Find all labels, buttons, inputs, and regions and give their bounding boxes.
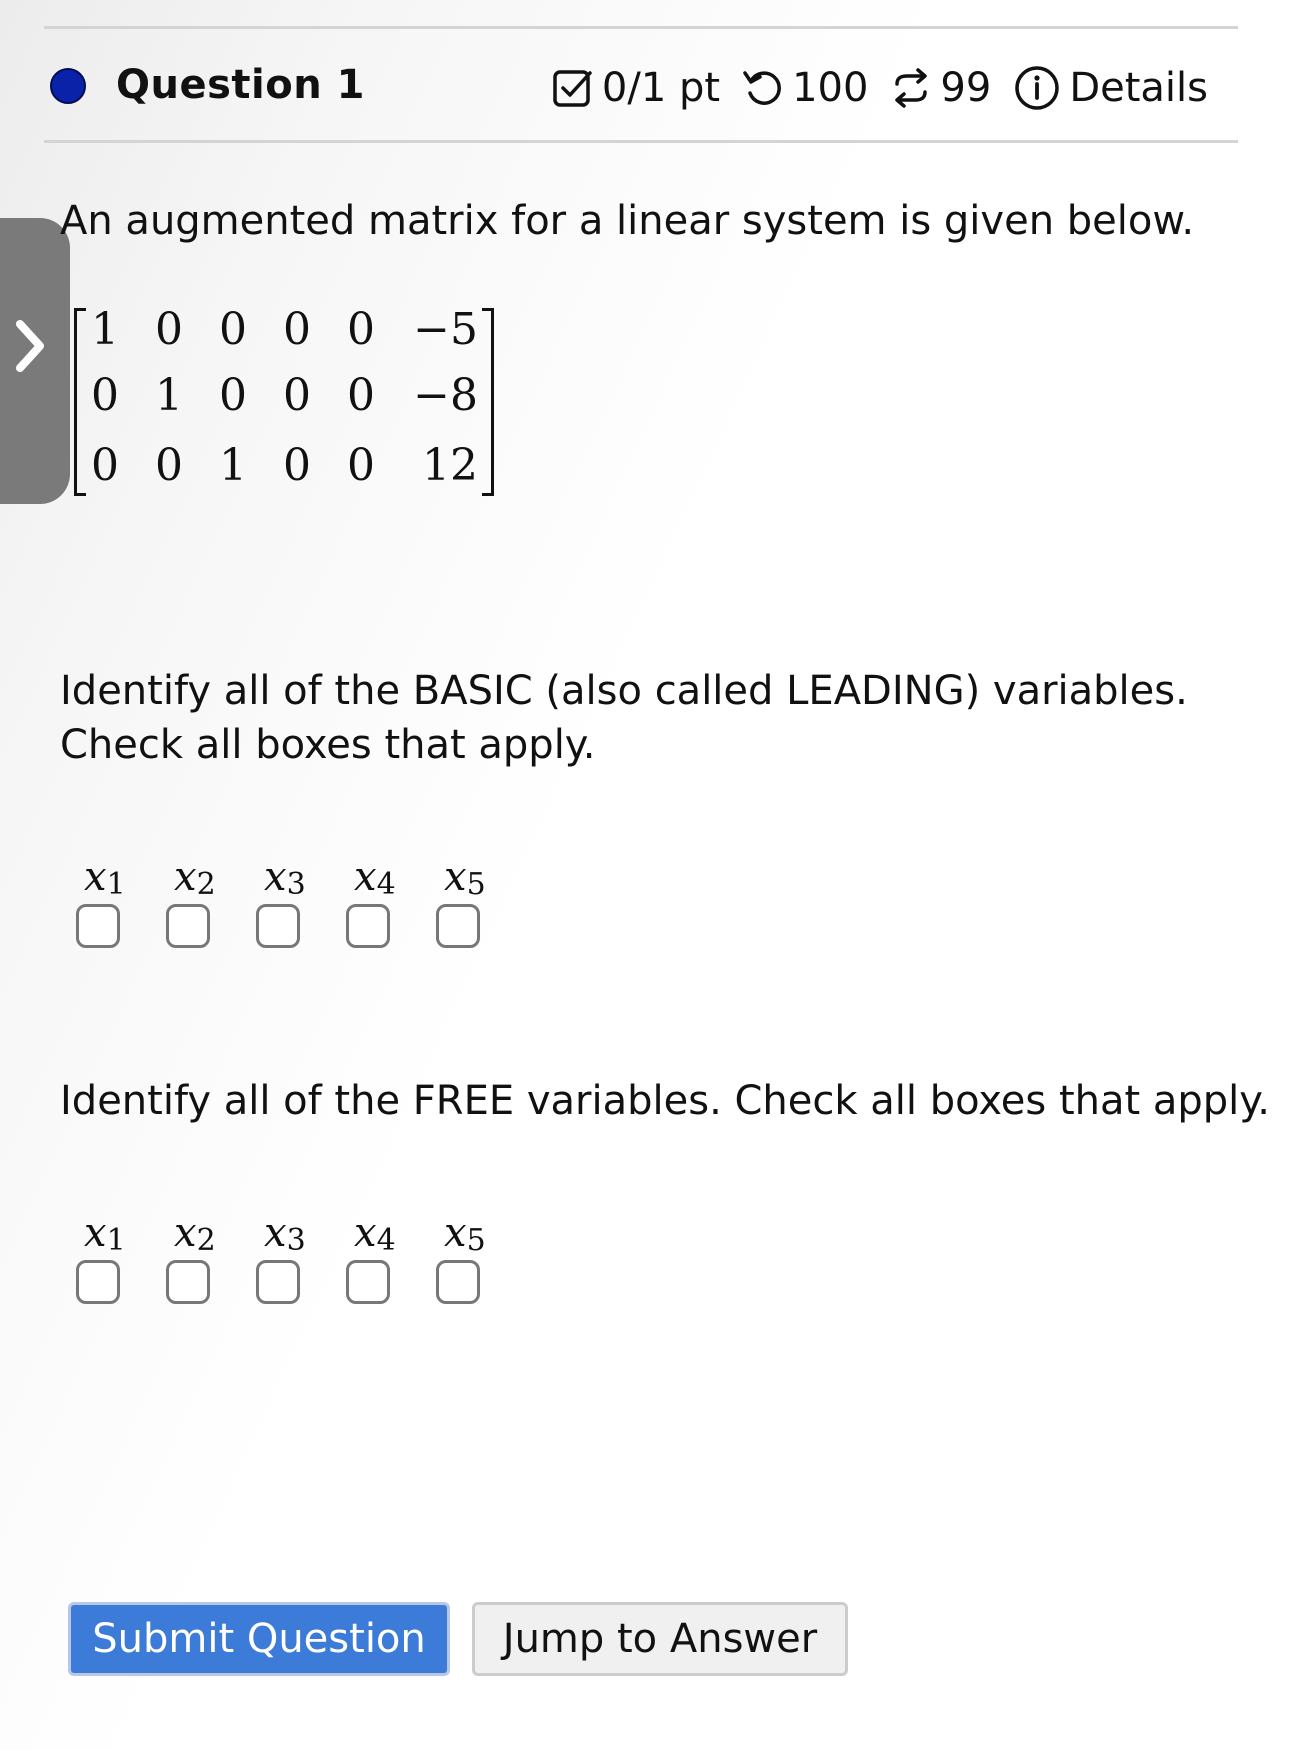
variable-label: $x_5$ <box>444 1210 486 1258</box>
free-checkbox-x3[interactable] <box>256 1260 300 1304</box>
matrix-cell: −8 <box>413 370 478 421</box>
matrix-cell: 0 <box>219 304 247 355</box>
basic-prompt-line1: Identify all of the BASIC (also called LEADING) variables. <box>60 668 1188 714</box>
variable-label: $x_4$ <box>354 854 396 902</box>
chevron-right-icon <box>14 318 48 374</box>
matrix-cell: 0 <box>283 440 311 491</box>
basic-option-x4 <box>340 854 430 950</box>
basic-prompt <box>60 664 1188 772</box>
basic-prompt-line2: Check all boxes that apply. <box>60 722 596 768</box>
question-meta <box>552 64 1208 112</box>
matrix-cell: 1 <box>219 440 247 491</box>
variable-label: $x_5$ <box>444 854 486 902</box>
matrix-cell: 0 <box>91 370 119 421</box>
free-option-x1 <box>70 1210 160 1306</box>
basic-option-x3 <box>250 854 340 950</box>
variable-label: $x_4$ <box>354 1210 396 1258</box>
free-option-x2 <box>160 1210 250 1306</box>
side-drawer-toggle[interactable] <box>0 218 70 504</box>
variable-label: $x_3$ <box>264 1210 306 1258</box>
free-prompt: Identify all of the FREE variables. Check all boxes that apply. <box>60 1078 1270 1124</box>
question-intro: An augmented matrix for a linear system is given below. <box>60 198 1195 244</box>
free-variables-group <box>70 1210 520 1306</box>
matrix-cell: 12 <box>422 440 478 491</box>
variable-label: $x_1$ <box>84 1210 126 1258</box>
matrix-right-bracket <box>482 308 494 496</box>
free-checkbox-x2[interactable] <box>166 1260 210 1304</box>
matrix-cell: 0 <box>155 304 183 355</box>
variable-label: $x_3$ <box>264 854 306 902</box>
header-divider <box>44 140 1238 143</box>
question-title: Question 1 <box>116 62 365 108</box>
variable-label: $x_2$ <box>174 1210 216 1258</box>
matrix-cell: 0 <box>347 440 375 491</box>
matrix-cell: 0 <box>91 440 119 491</box>
free-option-x3 <box>250 1210 340 1306</box>
basic-checkbox-x5[interactable] <box>436 904 480 948</box>
matrix-cell: 0 <box>283 304 311 355</box>
basic-checkbox-x3[interactable] <box>256 904 300 948</box>
matrix-cell: 1 <box>91 304 119 355</box>
details-link[interactable] <box>1013 64 1208 112</box>
matrix-cell: 0 <box>347 370 375 421</box>
question-header <box>44 40 1238 140</box>
variable-label: $x_1$ <box>84 854 126 902</box>
free-option-x4 <box>340 1210 430 1306</box>
jump-to-answer-button[interactable]: Jump to Answer <box>472 1602 848 1676</box>
variable-label: $x_2$ <box>174 854 216 902</box>
matrix-cell: 0 <box>219 370 247 421</box>
matrix-cell: 0 <box>283 370 311 421</box>
basic-option-x1 <box>70 854 160 950</box>
basic-checkbox-x1[interactable] <box>76 904 120 948</box>
submit-question-button[interactable]: Submit Question <box>68 1602 450 1676</box>
status-dot <box>50 68 86 104</box>
basic-option-x2 <box>160 854 250 950</box>
details-label[interactable]: Details <box>1069 65 1208 111</box>
info-icon <box>1013 64 1061 112</box>
matrix-cell: 1 <box>155 370 183 421</box>
basic-variables-group <box>70 854 520 950</box>
retry-icon <box>742 67 784 109</box>
attempts-text: 100 <box>792 65 869 111</box>
matrix-cell: 0 <box>155 440 183 491</box>
matrix-cell: 0 <box>347 304 375 355</box>
augmented-matrix <box>74 300 494 500</box>
free-checkbox-x5[interactable] <box>436 1260 480 1304</box>
basic-checkbox-x4[interactable] <box>346 904 390 948</box>
matrix-cell: −5 <box>413 304 478 355</box>
free-checkbox-x1[interactable] <box>76 1260 120 1304</box>
points-text: 0/1 pt <box>601 65 721 111</box>
free-checkbox-x4[interactable] <box>346 1260 390 1304</box>
free-option-x5 <box>430 1210 520 1306</box>
basic-checkbox-x2[interactable] <box>166 904 210 948</box>
versions-icon <box>890 67 932 109</box>
checkbox-check-icon <box>552 67 594 109</box>
basic-option-x5 <box>430 854 520 950</box>
top-divider <box>44 26 1238 29</box>
versions-text: 99 <box>940 65 992 111</box>
